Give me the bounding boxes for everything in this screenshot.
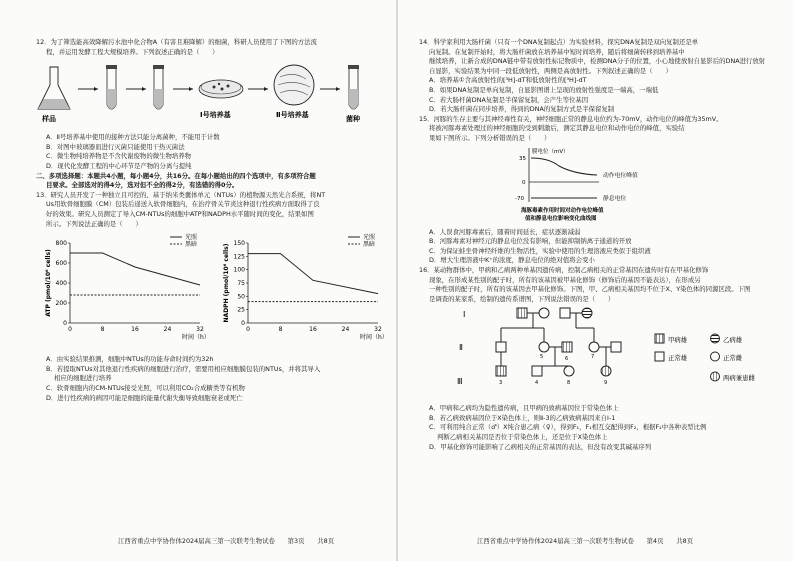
pedigree-III-2 xyxy=(532,366,542,376)
legend-swatch-normal-male xyxy=(655,352,664,361)
q15-ylabel: 膜电位（mV） xyxy=(532,148,569,155)
chart1-ytick-label-5: 125 xyxy=(233,253,245,261)
chart0-legend-label-0: 光照 xyxy=(185,234,198,242)
q13-charts xyxy=(36,229,385,351)
chart0-xtick-label-0: 0 xyxy=(68,326,72,334)
pedigree-II-9 xyxy=(611,342,621,352)
chart1-ytick-label-3: 75 xyxy=(237,280,245,288)
q13-option-b-cont: 相应的细胞进行培养 xyxy=(54,374,112,383)
pedigree-II-8 xyxy=(589,342,599,352)
chart1-ylabel: NADPH (pmol/10⁶ cells) xyxy=(223,243,230,323)
q16-option-b: B．若乙病致病基因位于X染色体上，则Ⅱ-3的乙病致病基因来自Ⅰ-1 xyxy=(429,413,616,422)
q16-option-c: C．可利用纯合正常（♂）X纯合患乙病（♀），得到F₁，F₁相互交配得到F₂，根据F₂中各种表型比例 xyxy=(429,423,707,432)
q14-stem-3: 继续培养，让新合成的DNA链中带有放射性标记物质中，检测DNA分子的位置，小心地使放射自显影后的DNA进行放射 xyxy=(429,57,766,66)
q16-option-c-cont: 判断乙病相关基因是否位于常染色体上，还是位于X染色体上 xyxy=(437,433,608,442)
legend-yi-male: 乙病雄 xyxy=(723,336,743,345)
q13-option-d: D．进行性疾病的病因可能是细胞的能量代谢失衡导致细胞衰老或死亡 xyxy=(46,393,243,402)
legend-jia-male: 甲病雄 xyxy=(668,336,688,345)
q15-stem-2: 将被河豚毒素处理过的神经细胞的受到刺激后，测定其静息电位和动作电位的峰值，实验结 xyxy=(429,124,685,133)
medium2-label: Ⅱ号培养基 xyxy=(276,111,309,120)
legend-both-female: 两病兼患雌 xyxy=(723,374,755,383)
q13-stem-4: 所示。下列说法正确的是（ ） xyxy=(46,219,142,228)
chart1-xtick-label-0: 0 xyxy=(246,326,250,334)
chart1-ytick-label-6: 150 xyxy=(233,240,245,248)
id-3: 3 xyxy=(499,380,503,387)
legend-swatch-jia-male xyxy=(655,334,664,343)
chart0-ytick-label-3: 600 xyxy=(55,260,67,268)
legend-normal-female: 正常雌 xyxy=(723,354,743,363)
action-potential-peak-curve xyxy=(531,158,597,175)
q13-stem-3: 好的效果。研究人员测定了导入CM-NTUs的细胞中ATP和NADPH水平随时间的变化，结果如图 xyxy=(46,209,314,218)
right-page xyxy=(397,0,794,561)
gen-label-1: Ⅰ xyxy=(463,310,466,320)
id-2 xyxy=(542,304,545,305)
q16-stem-2: 现象，在形成某性别的配子时，所有的该基因被甲基化修饰（修饰后的基因不能表达），在形成另 xyxy=(429,275,701,284)
chart0-series-light xyxy=(70,253,200,285)
q14-option-d: D．若大肠杆菌在同步培养，得到的DNA的复制方式是半保留复制 xyxy=(429,105,615,114)
id-6: 6 xyxy=(565,356,569,363)
legend-swatch-both-female xyxy=(711,372,720,381)
q16-stem-4: 是调查的某家系，绘制的遗传系谱图，下列说法错误的是（ ） xyxy=(429,294,615,303)
id-4: 4 xyxy=(535,380,539,387)
chart0-ytick-label-0: 0 xyxy=(63,320,67,328)
chart0-ytick-label-2: 400 xyxy=(55,280,67,288)
chart1-xtick-label-4: 32 xyxy=(374,326,382,334)
chart0-ylabel: ATP (pmol/10⁶ cells) xyxy=(45,249,52,317)
q12-option-a: A．Ⅱ号培养基中使用的接种方法只能分离菌种，不能用于计数 xyxy=(46,133,220,142)
id-7: 7 xyxy=(591,354,595,361)
section2-heading: 二、多项选择题：本题共4小题，每小题4分，共16分。在每小题给出的四个选项中，有多项符合题 xyxy=(36,171,316,180)
q15-option-c: C．为保证蛙坐骨神经纤维的生物活性，实验中使用的生理溶液应类似于组织液 xyxy=(429,246,651,255)
q15-option-d: D．增大生理溶液中K⁺的浓度，静息电位的绝对值将会变小 xyxy=(429,256,595,265)
pedigree-I-3 xyxy=(560,308,570,318)
q16-option-d: D．甲基化修饰可能影响了乙病相关的正常基因的表达，但没有改变其碱基序列 xyxy=(429,442,652,451)
chart0-ytick-label-4: 800 xyxy=(55,240,67,248)
chart0-xtick-label-1: 8 xyxy=(100,326,105,334)
q14-option-c: C．若大肠杆菌DNA复制是半保留复制，会产生等位基因 xyxy=(429,95,589,104)
q12-option-c: C．微生物纯培养物是不含代谢废物的微生物培养物 xyxy=(46,152,192,161)
chart0-xtick-label-3: 24 xyxy=(163,326,172,334)
id-9: 9 xyxy=(604,380,608,387)
q15-tick-bottom: -70 xyxy=(515,195,524,202)
right-footer: 江西省重点中学协作体2024届高三第一次联考生物试卷 第4页 共8页 xyxy=(477,537,694,545)
chart1-legend-label-0: 光照 xyxy=(363,234,376,242)
q15-tick-top: 35 xyxy=(519,155,526,162)
pedigree-II-5 xyxy=(496,342,506,352)
medium1-label: Ⅰ号培养基 xyxy=(200,111,231,120)
chart0-ytick-label-1: 200 xyxy=(55,300,67,308)
q12-flow-figure xyxy=(36,57,385,129)
q12-option-b: B．对图中玻璃器皿进行灭菌只能使用干热灭菌法 xyxy=(46,142,185,151)
q15-option-b: B．河豚毒素对神经元的静息电位没有影响，但能抑制钠离子通道的开放 xyxy=(429,237,632,246)
q12-option-d: D．现代化发酵工程的中心环节是产物的分离与提纯 xyxy=(46,161,192,170)
chart1-legend-label-1: 黑暗 xyxy=(363,241,376,249)
legend-swatch-yi-male xyxy=(711,334,720,343)
chart0-xtick-label-2: 16 xyxy=(131,326,139,334)
q15-tick-zero: 0 xyxy=(522,179,526,186)
pedigree-III-4 xyxy=(601,366,611,376)
q14-stem-4: 自显影，实验结果为中同一段低放射性，两侧是高放射性。下列叙述正确的是（ ） xyxy=(429,66,672,75)
pedigree-II-6 xyxy=(539,342,549,352)
q16-option-a: A．甲病和乙病均为隐性遗传病，且甲病的致病基因位于常染色体上 xyxy=(429,404,619,413)
sample-label: 样品 xyxy=(42,115,56,124)
strain-label: 菌种 xyxy=(346,115,360,124)
gen-label-3: Ⅲ xyxy=(457,377,463,387)
chart1-xlabel: 时间（h xyxy=(360,334,382,342)
pedigree-III-3 xyxy=(564,366,574,376)
chart0-xlabel: 时间（h） xyxy=(182,334,210,342)
q13-stem-2: Us用软骨细胞膜（CM）包装后递送入软骨细胞内，在治疗骨关节炎这种退行性疾病方面取得了良 xyxy=(46,200,320,209)
chart1-xtick-label-1: 8 xyxy=(278,326,283,334)
q15-label-peak: 动作电位峰值 xyxy=(603,172,638,179)
chart1-ytick-label-4: 100 xyxy=(233,266,245,274)
chart1-ytick-label-1: 25 xyxy=(237,306,245,314)
q15-caption-1: 海豚毒素作用时间对动作电位峰值 xyxy=(521,207,604,214)
q13-stem-1: 13．研究人员开发了一种独立且可控的、基于纳米类囊体单元（NTUs）的植物源天然光合系统，将NT xyxy=(36,190,326,199)
q16-stem-3: 一种性别的配子时，所有的该基因去甲基化修饰。下图，甲、乙病相关基因均不位于X、Y染色体的同源区段。下图 xyxy=(429,285,751,294)
q15-caption-2: 值和静息电位影响变化曲线图 xyxy=(525,215,597,222)
pedigree-I-1 xyxy=(517,308,527,318)
left-footer: 江西省重点中学协作体2024届高三第一次联考生物试卷 第3页 共8页 xyxy=(118,537,335,545)
q13-option-c: C．软骨细胞内的CM-NTUs接受光照，可以利用CO₂合成糖类等有机物 xyxy=(46,383,245,392)
chart0-legend-label-1: 黑暗 xyxy=(185,241,198,249)
id-1 xyxy=(520,304,523,305)
id-5: 5 xyxy=(540,354,544,361)
q12-stem-cont: 程，并运用发酵工程大规模培养。下列叙述正确的是（ ） xyxy=(46,47,219,56)
chart1-ytick-label-2: 50 xyxy=(237,293,245,301)
chart1-xtick-label-2: 16 xyxy=(309,326,317,334)
chart0-xtick-label-4: 32 xyxy=(196,326,204,334)
q13-option-a: A．由实验结果推测，细胞中NTUs的功能寿命时间约为32h xyxy=(46,355,214,364)
q14-option-a: A．培养基①含高放射性的[³H]-dT和低放射性的[³H]-dT xyxy=(429,76,587,85)
q14-stem-2: 向复制。在复制开始时，将大肠杆菌放在培养基中短时间培养，随后将细菌转移到培养基中 xyxy=(429,47,685,56)
q12-stem: 12．为了筛选能高效降解污水池中化合物A（有害且难降解）的细菌，科研人员使用了下图的方法流 xyxy=(36,38,317,46)
pedigree-I-2 xyxy=(539,308,549,318)
chart1-series-light xyxy=(248,254,378,294)
chart1-xtick-label-3: 24 xyxy=(341,326,350,334)
q14-stem-1: 14．科学家利用大肠杆菌（只有一个DNA复制起点）为实验材料，探究DNA复制是双向复制还是单 xyxy=(419,38,699,46)
q15-stem-3: 果如下图所示。下列分析错误的是（ ） xyxy=(429,133,551,142)
q15-stem-1: 15．河豚的生存主要与其神经毒性有关，神经细胞正常的静息电位约为-70mV，动作电位的峰值为35mV。 xyxy=(419,114,723,123)
q16-stem-1: 16．某动物群体中，甲病和乙病两种单基因遗传病，控制乙病相关的正常基因在遗传时有在甲基化修饰 xyxy=(419,265,709,274)
q15-option-a: A．人误食河豚毒素后，随着时间延长，症状逐渐减弱 xyxy=(429,227,581,236)
legend-normal-male: 正常雄 xyxy=(668,354,688,363)
q16-pedigree xyxy=(419,304,784,400)
q15-label-rest: 静息电位 xyxy=(603,195,627,202)
pedigree-I-4 xyxy=(582,308,592,318)
chart1-ytick-label-0: 0 xyxy=(241,320,245,328)
pedigree-III-1 xyxy=(496,366,506,376)
q13-option-b: B．若提取NTUs对其他退行性疾病的细胞进行治疗，需要用相应细胞膜包装的NTUs，并将其导入 xyxy=(46,364,321,373)
gen-label-2: Ⅱ xyxy=(459,343,463,353)
pedigree-II-7 xyxy=(562,342,572,352)
q15-membrane-figure xyxy=(419,144,784,224)
q14-option-b: B．如果DNA复制是单向复制，自显影图谱上呈现的放射性强度是一端高，一端低 xyxy=(429,85,659,94)
legend-swatch-normal-female xyxy=(711,352,720,361)
id-8: 8 xyxy=(567,380,571,387)
section2-heading-cont: 目要求。全部选对的得4分，选对但不全的得2分，有选错的得0分。 xyxy=(46,181,239,190)
